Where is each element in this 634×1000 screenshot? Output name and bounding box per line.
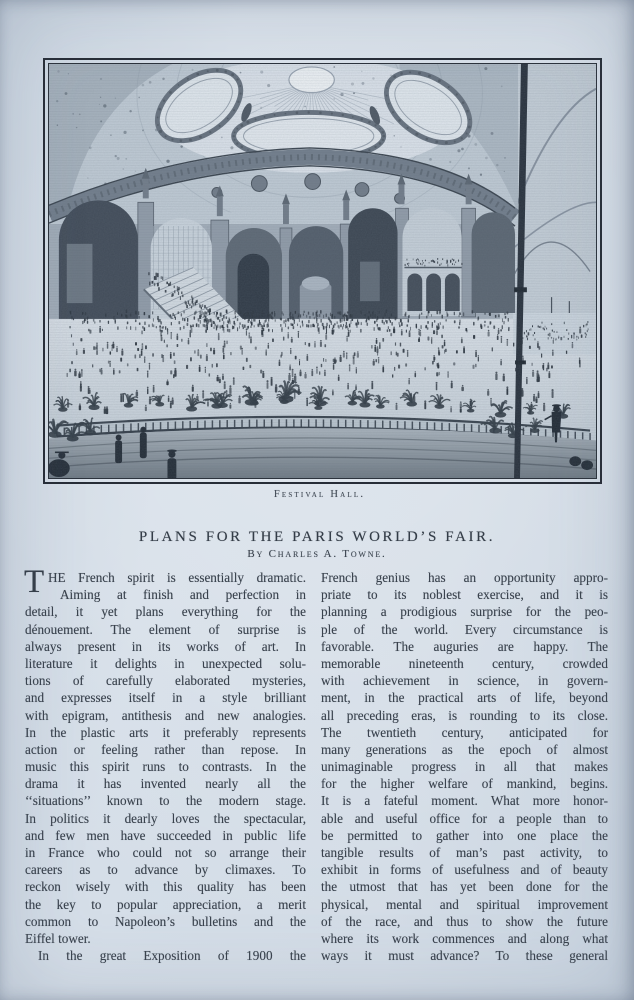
figure-caption: Festival Hall. [273,489,366,500]
text-line: in France who could not so arrange their [25,845,306,860]
text-line: be permitted to gather into one place the [321,827,608,843]
text-line: able and useful office for a people than to [321,810,608,826]
text-line: all preceding eras, is rounding to its close. [321,707,608,723]
text-line: HE French spirit is essentially dramatic. [48,570,306,585]
text-line: ple of the world. Every circumstance is [321,621,608,637]
text-line: Aiming at finish and perfection in [60,587,306,603]
text-line: always present in its works of art. In [25,638,306,654]
left-column [24,564,306,964]
text-line: the key to popular appreciation, a merit [25,896,306,912]
festival-hall-engraving [49,64,596,478]
text-line: The twentieth century, anticipated for [321,724,608,740]
text-line: Eiffel tower. [25,930,91,946]
text-line: tions of carefully elaborated mysteries, [25,673,306,689]
text-line: unimaginable progress in all that makes [321,759,608,775]
text-line: music this spirit runs to contrasts. In the [25,759,306,775]
text-line: planning a prodigious surprise for the peo- [321,604,608,620]
text-line: In the great Exposition of 1900 the [38,948,306,964]
text-line: ‘‘situations’’ known to the modern stage. [25,793,306,809]
text-line: tangible results of man’s past activity, to [321,845,608,860]
text-line: and expresses itself in a style brilliant [25,690,306,706]
text-line: the utmost that has yet been done for the [321,879,608,895]
article-byline: By Charles A. Towne. [247,548,387,560]
text-line: and few men have succeeded in public life [25,827,306,843]
right-column [321,569,608,964]
text-line: of the race, and thus to show the future [321,913,608,929]
text-line: with epigram, antithesis and new analogies. [25,707,306,723]
engraving-frame [43,58,602,484]
text-line: priate to its noblest exercise, and it is [321,587,608,603]
text-line: detail, it yet plans everything for the [25,604,306,620]
text-line: action or feeling rather than repose. In [25,741,306,757]
text-line: for the higher welfare of mankind, begins. [321,776,608,792]
text-line: where its work commences and along what [321,930,608,946]
text-line: In the plastic arts it preferably represents [25,724,306,740]
text-line: favorable. The auguries are happy. The [321,638,608,654]
text-line: ment, in the practical arts of life, beyond [321,690,608,706]
text-line: exhibit in forms of usefulness and of beauty [321,862,608,878]
article-title: PLANS FOR THE PARIS WORLD’S FAIR. [138,529,496,546]
grain-overlay [49,64,596,478]
text-line: ways it must advance? To these general [321,948,608,964]
text-line: literature it delights in unexpected solu- [25,655,306,671]
text-line: careers as to advance by climaxes. To [25,862,306,878]
article-body [24,564,608,964]
text-line: It is a fateful moment. What more honor- [321,793,608,809]
engraving-inner-border [48,63,597,479]
text-line: memorable nineteenth century, crowded [321,655,608,671]
text-line: physical, mental and spiritual improvement [321,896,608,912]
text-line: drama it has invented nearly all the [25,776,306,792]
text-line: dénouement. The element of surprise is [25,621,306,637]
text-line: with achievement in science, in govern- [321,673,608,689]
text-line: French genius has an opportunity appro- [321,570,608,585]
text-line: common to Napoleon’s bulletins and the [25,913,306,929]
text-line: reckon wisely with this quality has been [25,879,306,895]
text-line: many generations as the epoch of almost [321,741,608,757]
drop-cap: T [24,564,45,600]
text-line: In politics it dearly loves the spectacular, [25,810,306,826]
